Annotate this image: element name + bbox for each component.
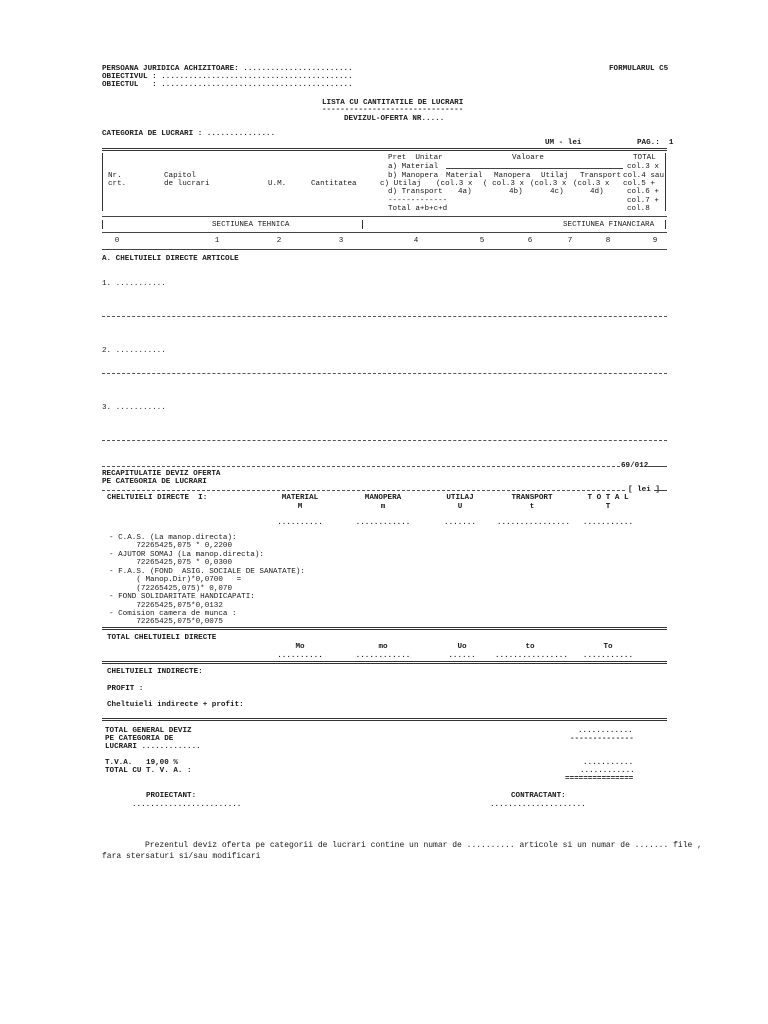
contribution-line: - F.A.S. (FOND ASIG. SOCIALE DE SANATATE): [109,568,305,576]
sections-divider [362,220,363,229]
col-number: 8 [605,237,611,245]
obiectivul-field: OBIECTIVUL : .......................................... [102,73,353,81]
h-utilaj: Utilaj [541,172,569,180]
c-utilaj: c) Utilaj [380,180,422,188]
h-manopera: Manopera [494,172,531,180]
footer-statement-continued: fara stersaturi si/sau modificari [102,852,261,861]
contribution-line: (72265425,075)* 0,070 [109,585,233,593]
proiectant-signature: ........................ [132,801,242,809]
col-number: 5 [479,237,485,245]
recap-dots: ................ [497,519,570,527]
col-number: 4 [413,237,419,245]
recap-top-rule [102,466,620,467]
total-general-top-rule [102,718,667,721]
total-header: TOTAL [633,154,656,162]
total-general-lucrari: LUCRARI ............. [105,743,201,751]
col3x-c: (col.3 x [530,180,567,188]
total-sym-to: to [525,643,535,651]
contribution-line: - FOND SOLIDARITATE HANDICAPATI: [109,593,255,601]
total-abcd: Total a+b+c+d [388,205,448,213]
total-cu-tva-equals: =============== [565,775,634,783]
total-cheltuieli-directe: TOTAL CHELTUIELI DIRECTE [107,634,217,642]
contribution-line: - AJUTOR SOMAJ (La manop.directa): [109,551,264,559]
contribution-line: 72265425,075*0,0132 [109,602,223,610]
tva-label: T.V.A. 19,00 % [105,759,178,767]
indirecte-plus-profit: Cheltuieli indirecte + profit: [107,701,244,709]
recap-subtitle: PE CATEGORIA DE LUCRARI [102,478,207,486]
a-material: a) Material [388,163,439,171]
total-general-categoria: PE CATEGORIA DE [105,735,174,743]
total-cu-tva-label: TOTAL CU T. V. A. : [105,767,192,775]
lei-rule [654,490,667,491]
total-general-value: ............ [578,727,633,735]
contribution-line: 72265425,075*0,0075 [109,618,223,626]
col-number: 3 [338,237,344,245]
c4a: 4a) [458,188,472,196]
deviz-oferta-number: DEVIZUL-OFERTA NR..... [344,115,445,123]
b-manopera: b) Manopera [388,172,439,180]
valoare-rule [446,168,623,169]
col3x-d: (col.3 x [573,180,610,188]
col-um: U.M. [268,180,287,188]
d-transport: d) Transport [388,188,443,196]
total-col8: col.8 [627,205,650,213]
total-col4: col.4 sau [623,172,665,180]
tva-value: ........... [583,759,634,767]
contribution-line: 72265425,075 * 0,2200 [109,542,233,550]
section-a-title: A. CHELTUIELI DIRECTE ARTICOLE [102,255,239,263]
recap-sym-u: U [457,503,463,511]
page-reference-rule [648,466,667,467]
item-separator [102,440,667,441]
obiectul-field: OBIECTUL : .......................................... [102,81,353,89]
total-directe-top-rule [102,627,667,630]
contribution-line: - C.A.S. (La manop.directa): [109,534,237,542]
table-right-border [665,153,666,211]
recap-header-rule [102,490,625,491]
col-nr: Nr. [108,172,122,180]
col3x-a: (col.3 x [436,180,473,188]
list-item: 3. ........... [102,404,166,412]
page-number: PAG.: 1 [637,139,674,147]
recap-sym-m-upper: M [297,503,303,511]
indirecte-top-rule [102,661,667,664]
total-dots: ............ [355,652,411,660]
contribution-line: 72265425,075 * 0,0300 [109,559,233,567]
c4b: 4b) [509,188,523,196]
pret-dashes: ------------- [388,197,448,205]
total-dots: .......... [277,652,323,660]
recap-col-material: MATERIAL [281,494,319,502]
recap-dots: .......... [277,519,323,527]
col-number: 2 [276,237,282,245]
document-title: LISTA CU CANTITATILE DE LUCRARI [322,99,464,107]
h-transport: Transport [580,172,622,180]
total-general-underline: -------------- [570,735,634,743]
recap-col-manopera: MANOPERA [364,494,402,502]
page-reference: 69/012 [621,462,649,470]
persoana-juridica-field: PERSOANA JURIDICA ACHIZITOARE: ........................ [102,65,353,73]
sections-left-border [102,220,103,229]
total-cu-tva-value: ............ [580,767,635,775]
total-dots: ...... [448,652,476,660]
list-item: 1. ........... [102,280,166,288]
h-material: Material [446,172,483,180]
categoria-lucrari: CATEGORIA DE LUCRARI : ............... [102,130,276,138]
recap-sym-t-upper: T [605,503,611,511]
col-number: 7 [567,237,573,245]
sectiunea-tehnica: SECTIUNEA TEHNICA [212,221,290,229]
total-sym-to-upper: To [603,643,613,651]
recap-col-total: T O T A L [587,494,629,502]
recap-sym-t: t [529,503,535,511]
col-number: 0 [114,237,120,245]
recap-sym-m-lower: m [380,503,386,511]
total-dots: ........... [582,652,634,660]
contribution-line: ( Manop.Dir)*0,0700 = [109,576,242,584]
table-top-border [102,148,667,151]
c4d: 4d) [590,188,604,196]
col-numbers-rule [102,249,667,250]
total-sym-mo-lower: mo [378,643,388,651]
sections-top-rule [102,216,667,217]
col-cantitatea: Cantitatea [311,180,357,188]
title-underline: ------------------------------- [322,106,464,114]
um-label: UM - lei [545,139,582,147]
item-separator [102,373,667,374]
col3x-b: ( col.3 x [483,180,525,188]
table-left-border [102,153,103,211]
col-number: 1 [214,237,220,245]
recap-dots: ....... [444,519,476,527]
recap-col-transport: TRANSPORT [511,494,553,502]
contribution-line: - Comision camera de munca : [109,610,237,618]
total-sym-mo-upper: Mo [295,643,305,651]
cheltuieli-indirecte: CHELTUIELI INDIRECTE: [107,668,203,676]
recap-dots: ........... [582,519,634,527]
sectiunea-financiara: SECTIUNEA FINANCIARA [563,221,655,229]
formular-label: FORMULARUL C5 [609,65,669,73]
proiectant-label: PROIECTANT: [146,792,197,800]
contractant-signature: ..................... [490,801,586,809]
cheltuieli-directe-label: CHELTUIELI DIRECTE I: [107,494,208,502]
col-capitol-2: de lucrari [164,180,210,188]
recap-dots: ............ [355,519,411,527]
lei-unit-label: [ lei ] [628,486,660,494]
total-col3x: col.3 x [627,163,659,171]
total-col5: col.5 + [623,180,655,188]
sections-bottom-rule [102,232,667,233]
col-number: 6 [527,237,533,245]
recap-col-utilaj: UTILAJ [446,494,474,502]
total-dots: ................ [495,652,568,660]
total-general-deviz: TOTAL GENERAL DEVIZ [105,727,192,735]
list-item: 2. ........... [102,347,166,355]
footer-statement: Prezentul deviz oferta pe categorii de lucrari contine un numar de .......... articole si un numar de ....... file , [145,841,702,850]
contractant-label: CONTRACTANT: [511,792,566,800]
col-number: 9 [652,237,658,245]
valoare-header: Valoare [512,154,544,162]
profit-label: PROFIT : [107,685,144,693]
recap-title: RECAPITULATIE DEVIZ OFERTA [102,470,221,478]
total-sym-uo: Uo [457,643,467,651]
c4c: 4c) [550,188,564,196]
total-col6: col.6 + [627,188,659,196]
col-crt: crt. [108,180,127,188]
total-col7: col.7 + [627,197,659,205]
pret-unitar: Pret Unitar [388,154,443,162]
col-capitol: Capitol [164,172,196,180]
sections-right-border [665,220,666,229]
item-separator [102,316,667,317]
